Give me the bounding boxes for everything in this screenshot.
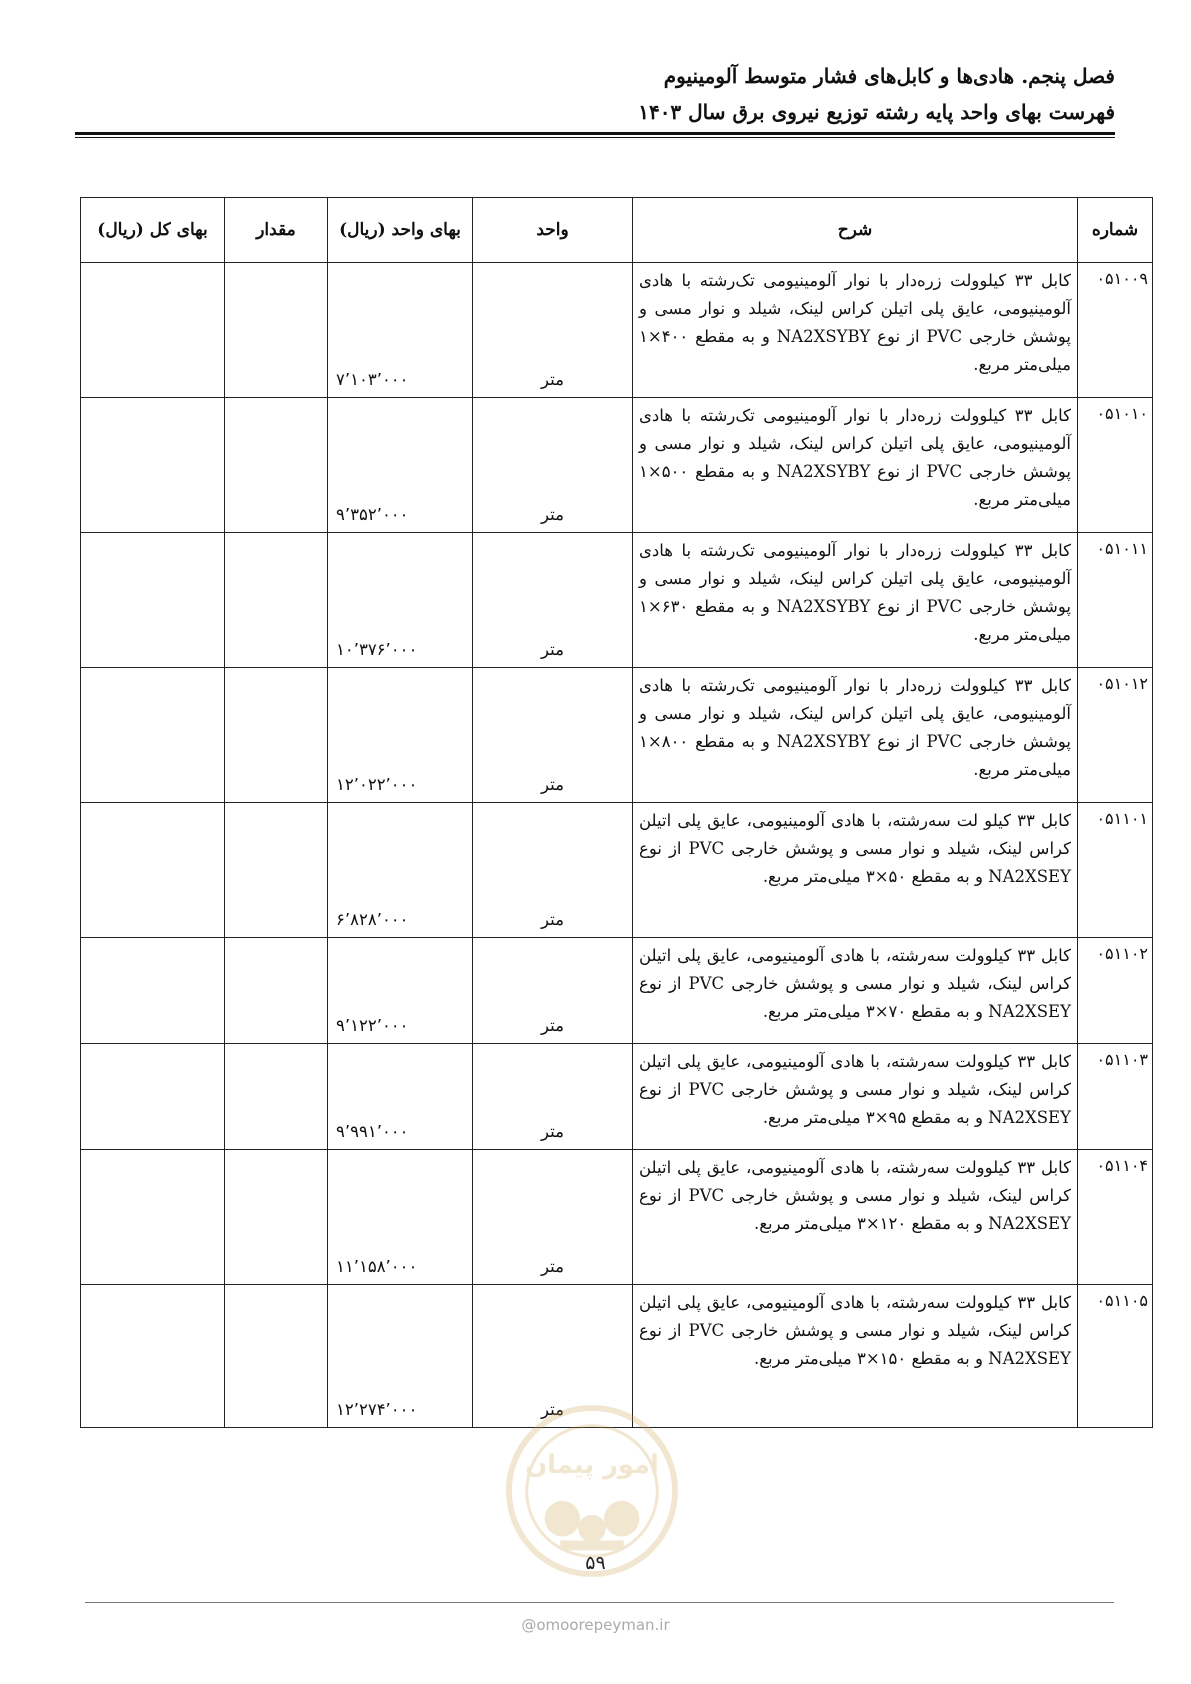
item-total-price-cell <box>81 938 225 1044</box>
item-description: کابل ۳۳ کیلوولت زره‌دار با نوار آلومینیومی تک‌رشته با هادی آلومینیومی، عایق پلی اتیلن کراس لینک، شیلد و نوار مسی و پوشش خارجی PVC از نوع NA2XSYBY و به مقطع ۸۰۰×۱ میلی‌متر مربع. <box>633 668 1078 803</box>
item-quantity-cell <box>225 533 328 668</box>
item-total-price-cell <box>81 398 225 533</box>
item-total-price-cell <box>81 803 225 938</box>
item-unit-price: ۱۰٬۳۷۶٬۰۰۰ <box>328 533 473 668</box>
item-code: ۰۵۱۰۰۹ <box>1078 263 1153 398</box>
item-unit: متر <box>473 398 633 533</box>
item-quantity-cell <box>225 398 328 533</box>
item-total-price-cell <box>81 1150 225 1285</box>
item-code: ۰۵۱۰۱۲ <box>1078 668 1153 803</box>
table-row <box>81 1044 1153 1150</box>
item-total-price-cell <box>81 1044 225 1150</box>
item-description: کابل ۳۳ کیلو لت سه‌رشته، با هادی آلومینیومی، عایق پلی اتیلن کراس لینک، شیلد و نوار مسی و پوشش خارجی PVC از نوع NA2XSEY و به مقطع ۵۰×۳ میلی‌متر مربع. <box>633 803 1078 938</box>
item-code: ۰۵۱۰۱۰ <box>1078 398 1153 533</box>
item-unit: متر <box>473 1285 633 1428</box>
item-code: ۰۵۱۱۰۲ <box>1078 938 1153 1044</box>
item-unit: متر <box>473 263 633 398</box>
page-number: ۵۹ <box>585 1552 606 1574</box>
item-quantity-cell <box>225 668 328 803</box>
header-unit-price: بهای واحد (ریال) <box>328 198 473 263</box>
table-row <box>81 1150 1153 1285</box>
item-quantity-cell <box>225 1044 328 1150</box>
item-unit: متر <box>473 1044 633 1150</box>
item-code: ۰۵۱۱۰۳ <box>1078 1044 1153 1150</box>
item-total-price-cell <box>81 263 225 398</box>
header-unit: واحد <box>473 198 633 263</box>
item-total-price-cell <box>81 533 225 668</box>
table-row <box>81 263 1153 398</box>
document-subtitle: فهرست بهای واحد پایه رشته توزیع نیروی برق سال ۱۴۰۳ <box>638 100 1115 124</box>
table-row <box>81 938 1153 1044</box>
item-unit: متر <box>473 938 633 1044</box>
item-unit: متر <box>473 533 633 668</box>
footer-rule <box>85 1602 1114 1603</box>
item-description: کابل ۳۳ کیلوولت زره‌دار با نوار آلومینیومی تک‌رشته با هادی آلومینیومی، عایق پلی اتیلن کراس لینک، شیلد و نوار مسی و پوشش خارجی PVC از نوع NA2XSYBY و به مقطع ۶۳۰×۱ میلی‌متر مربع. <box>633 533 1078 668</box>
item-unit-price: ۷٬۱۰۳٬۰۰۰ <box>328 263 473 398</box>
watermark-handle: @omoorepeyman.ir <box>521 1616 670 1634</box>
item-unit-price: ۱۲٬۲۷۴٬۰۰۰ <box>328 1285 473 1428</box>
item-unit: متر <box>473 1150 633 1285</box>
item-unit-price: ۱۱٬۱۵۸٬۰۰۰ <box>328 1150 473 1285</box>
table-row <box>81 533 1153 668</box>
header-description: شرح <box>633 198 1078 263</box>
table-row <box>81 803 1153 938</box>
item-total-price-cell <box>81 668 225 803</box>
item-quantity-cell <box>225 803 328 938</box>
item-unit: متر <box>473 803 633 938</box>
table-header-row <box>81 198 1153 263</box>
item-unit-price: ۱۲٬۰۲۲٬۰۰۰ <box>328 668 473 803</box>
item-unit-price: ۶٬۸۲۸٬۰۰۰ <box>328 803 473 938</box>
table-row <box>81 668 1153 803</box>
item-code: ۰۵۱۱۰۴ <box>1078 1150 1153 1285</box>
item-quantity-cell <box>225 1285 328 1428</box>
header-rule-thin <box>75 137 1115 138</box>
item-quantity-cell <box>225 938 328 1044</box>
header-code: شماره <box>1078 198 1153 263</box>
item-quantity-cell <box>225 263 328 398</box>
seal-text: امور پیمان <box>525 1450 659 1481</box>
chapter-title: فصل پنجم. هادی‌ها و کابل‌های فشار متوسط آلومینیوم <box>663 64 1115 88</box>
header-rule-thick <box>75 132 1115 135</box>
item-code: ۰۵۱۱۰۵ <box>1078 1285 1153 1428</box>
item-quantity-cell <box>225 1150 328 1285</box>
header-total-price: بهای کل (ریال) <box>81 198 225 263</box>
item-description: کابل ۳۳ کیلوولت زره‌دار با نوار آلومینیومی تک‌رشته با هادی آلومینیومی، عایق پلی اتیلن کراس لینک، شیلد و نوار مسی و پوشش خارجی PVC از نوع NA2XSYBY و به مقطع ۵۰۰×۱ میلی‌متر مربع. <box>633 398 1078 533</box>
item-total-price-cell <box>81 1285 225 1428</box>
header-quantity: مقدار <box>225 198 328 263</box>
item-code: ۰۵۱۰۱۱ <box>1078 533 1153 668</box>
item-unit-price: ۹٬۱۲۲٬۰۰۰ <box>328 938 473 1044</box>
table-row <box>81 398 1153 533</box>
item-unit-price: ۹٬۹۹۱٬۰۰۰ <box>328 1044 473 1150</box>
item-unit: متر <box>473 668 633 803</box>
item-description: کابل ۳۳ کیلوولت زره‌دار با نوار آلومینیومی تک‌رشته با هادی آلومینیومی، عایق پلی اتیلن کراس لینک، شیلد و نوار مسی و پوشش خارجی PVC از نوع NA2XSYBY و به مقطع ۴۰۰×۱ میلی‌متر مربع. <box>633 263 1078 398</box>
item-description: کابل ۳۳ کیلوولت سه‌رشته، با هادی آلومینیومی، عایق پلی اتیلن کراس لینک، شیلد و نوار مسی و پوشش خارجی PVC از نوع NA2XSEY و به مقطع ۱۵۰×۳ میلی‌متر مربع. <box>633 1285 1078 1428</box>
item-code: ۰۵۱۱۰۱ <box>1078 803 1153 938</box>
item-unit-price: ۹٬۳۵۲٬۰۰۰ <box>328 398 473 533</box>
item-description: کابل ۳۳ کیلوولت سه‌رشته، با هادی آلومینیومی، عایق پلی اتیلن کراس لینک، شیلد و نوار مسی و پوشش خارجی PVC از نوع NA2XSEY و به مقطع ۹۵×۳ میلی‌متر مربع. <box>633 1044 1078 1150</box>
item-description: کابل ۳۳ کیلوولت سه‌رشته، با هادی آلومینیومی، عایق پلی اتیلن کراس لینک، شیلد و نوار مسی و پوشش خارجی PVC از نوع NA2XSEY و به مقطع ۱۲۰×۳ میلی‌متر مربع. <box>633 1150 1078 1285</box>
price-list-table <box>80 197 1153 1428</box>
page-header <box>75 60 1115 128</box>
item-description: کابل ۳۳ کیلوولت سه‌رشته، با هادی آلومینیومی، عایق پلی اتیلن کراس لینک، شیلد و نوار مسی و پوشش خارجی PVC از نوع NA2XSEY و به مقطع ۷۰×۳ میلی‌متر مربع. <box>633 938 1078 1044</box>
